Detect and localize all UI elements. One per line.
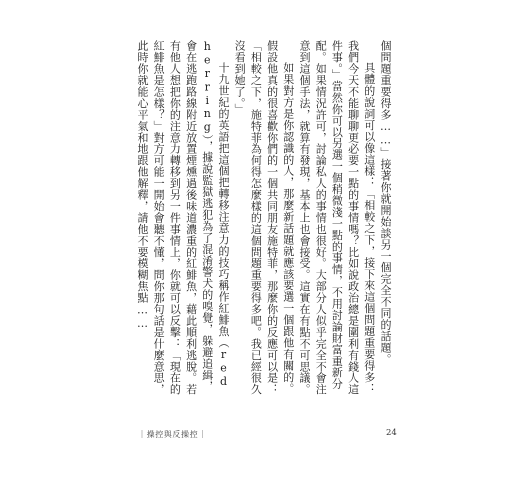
body-text: [128, 40, 393, 395]
running-footer-book-title: ｜操控與反操控｜: [138, 430, 207, 439]
paragraph-2: 具體的說詞可以像這樣：「相較之下，接下來這個問題重要得多：我們今天不能聊聊更必要一點的事情嗎？比如說政治總是圍利有錢人這件事。」當然你可以另選一個稍微淺一點的事情，不用討論財富重新分配。如果情況許可，討論私人的事情也很好。大部分人似乎完全不會注意到這個手法，就算有發現，基本上也會接受。這實在有點不可思議。: [297, 40, 376, 395]
paragraph-3: 如果對方是你認識的人，那麼新話題就應該要選一個跟他有關的。假設他真的很喜歡你們的一個共同朋友施特菲，那麼你的反應可以是：「相較之下，施特菲為何得怎麼樣的這個問題重要得多吧。我已經很久沒看到她了。」: [233, 40, 295, 395]
paragraph-4: 十九世紀的英語把這個把轉移注意力的技巧稱作紅鯡魚（red herring），據說監獄逃犯為了混淆警犬的嗅覺，躲避追緝，會在逃跑路線附近放置煙燻過後味道濃重的紅鯡魚，藉此順利逃脫。若有他人想把你的注意力轉移到另一件事情上，你就可以反擊：「現在的紅鯡魚是怎樣？」對方可能一開始會聽不懂，問你那句話是什麼意思，此時你就能心平氣和地跟他解釋，請他不要模糊焦點……: [135, 40, 230, 395]
page-number: 24: [386, 428, 397, 438]
paragraph-1: 個問題重要得多……」接著你就開始談另一個完全不同的話題。: [379, 40, 392, 365]
